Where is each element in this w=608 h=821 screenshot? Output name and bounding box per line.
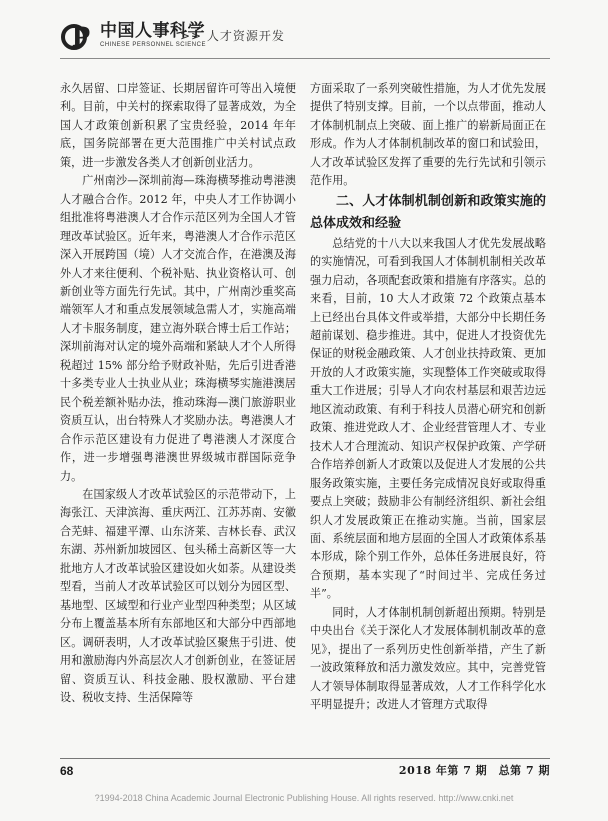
issue-info: 2018 年第 7 期 总第 7 期 — [398, 764, 550, 777]
footer-divider — [60, 758, 550, 759]
section-heading: 二、人才体制机制创新和政策实施的总体成效和经验 — [310, 193, 546, 231]
paragraph: 同时，人才体制机制创新超出预期。特别是中央出台《关于深化人才发展体制机制改革的意见》，提出了一系列历史性创新举措，产生了新一波政策释放和活力激发效应。其中，完善党管人才领导体制取得显著成效，人才工作科学化水平明显提升；改进人才管理方式取得 — [310, 605, 546, 712]
paragraph: 在国家级人才改革试验区的示范带动下，上海张江、天津滨海、重庆两江、江苏苏南、安徽合芜蚌、福建平潭、山东济莱、吉林长春、武汉东湖、苏州新加坡园区、包头稀土高新区等一大批地方人才改革试验区建设如火如荼。从建设类型看，当前人才改革试验区可以划分为园区型、基地型、区域型和行业产业型四种类型；从区域分布上覆盖基本所有东部地区和大部分中西部地区。调研表明，人才改革试验区聚焦于引进、使用和激励海内外高层次人才创新创业，在签证居留、资质互认、科技金融、股权激励、平台建设、税收支持、生活保障等 — [60, 487, 296, 704]
logo-title-en: CHINESE PERSONNEL SCIENCE — [100, 42, 206, 48]
paragraph-continued: 方面采取了一系列突破性措施，为人才优先发展提供了特别支撑。目前，一个以点带面，推动人才体制机制点上突破、面上推广的崭新局面正在形成。作为人才体制机制改革的窗口和试验田，人才改革试验区发挥了重要的先行先试和引领示范作用。 — [310, 82, 546, 188]
logo-title-cn: 中国人事科学 — [100, 21, 205, 41]
section-tag: >> 人才资源开发 — [180, 29, 285, 43]
page-header — [60, 22, 550, 62]
paragraph-continued: 永久居留、口岸签证、长期居留许可等出入境便利。目前，中关村的探索取得了显著成效，为全国人才政策创新积累了宝贵经验，2014 年年底，国务院部署在更大范围推广中关村试点政策，进一步激发各类人才创新创业活力。 — [60, 82, 296, 169]
right-column — [310, 80, 546, 715]
header-divider — [60, 58, 550, 59]
logo-mark-icon: P — [60, 22, 94, 54]
left-column — [60, 80, 296, 707]
copyright-notice: ?1994-2018 China Academic Journal Electronic Publishing House. All rights reserved. http://www.cnki.net — [94, 793, 514, 803]
paragraph: 广州南沙—深圳前海—珠海横琴推动粤港澳人才融合合作。2012 年，中央人才工作协调小组批准将粤港澳人才合作示范区列为全国人才管理改革试验区。近年来，粤港澳人才合作示范区深入开展跨国（境）人才交流合作，在港澳及海外人才来往便利、个税补贴、执业资格认可、创新创业等方面先行先试。其中，广州南沙重奖高端领军人才和重点发展领域急需人才，实施高端人才卡服务制度，建立海外联合博士后工作站；深圳前海对认定的境外高端和紧缺人才个人所得税超过 15% 部分给予财政补贴，先后引进香港十多类专业人士执业从业；珠海横琴实施港澳居民个税差额补贴办法，推动珠海—澳门旅游职业资质互认，出台特殊人才奖励办法。粤港澳人才合作示范区建设有力促进了粤港澳人才深度合作，进一步增强粤港澳世界级城市群国际竞争力。 — [60, 174, 296, 483]
paragraph: 总结党的十八大以来我国人才优先发展战略的实施情况，可看到我国人才体制机制相关改革强力启动，各项配套政策和措施有序落实。总的来看，目前，10 大人才政策 72 个政策点基本上已经出台具体文件或举措，大部分中长期任务超前谋划、稳步推进。其中，促进人才投资优先保证的财税金融政策、人才创业扶持政策、更加开放的人才政策实施，实现整体工作突破或取得重大工作进展；引导人才向农村基层和艰苦边远地区流动政策、有利于科技人员潜心研究和创新政策、推进党政人才、企业经营管理人才、专业技术人才合理流动、知识产权保护政策、产学研合作培养创新人才政策以及促进人才发展的公共服务政策实施，主要任务完成情况良好或取得重要点上突破；鼓励非公有制经济组织、新社会组织人才发展政策正在推动实施。当前，国家层面、系统层面和地方层面的全国人才政策体系基本形成，除个别工作外，总体任务进展良好，符合预期，基本实现了“时间过半、完成任务过半”。 — [310, 236, 546, 601]
page-number: 68 — [60, 764, 74, 778]
